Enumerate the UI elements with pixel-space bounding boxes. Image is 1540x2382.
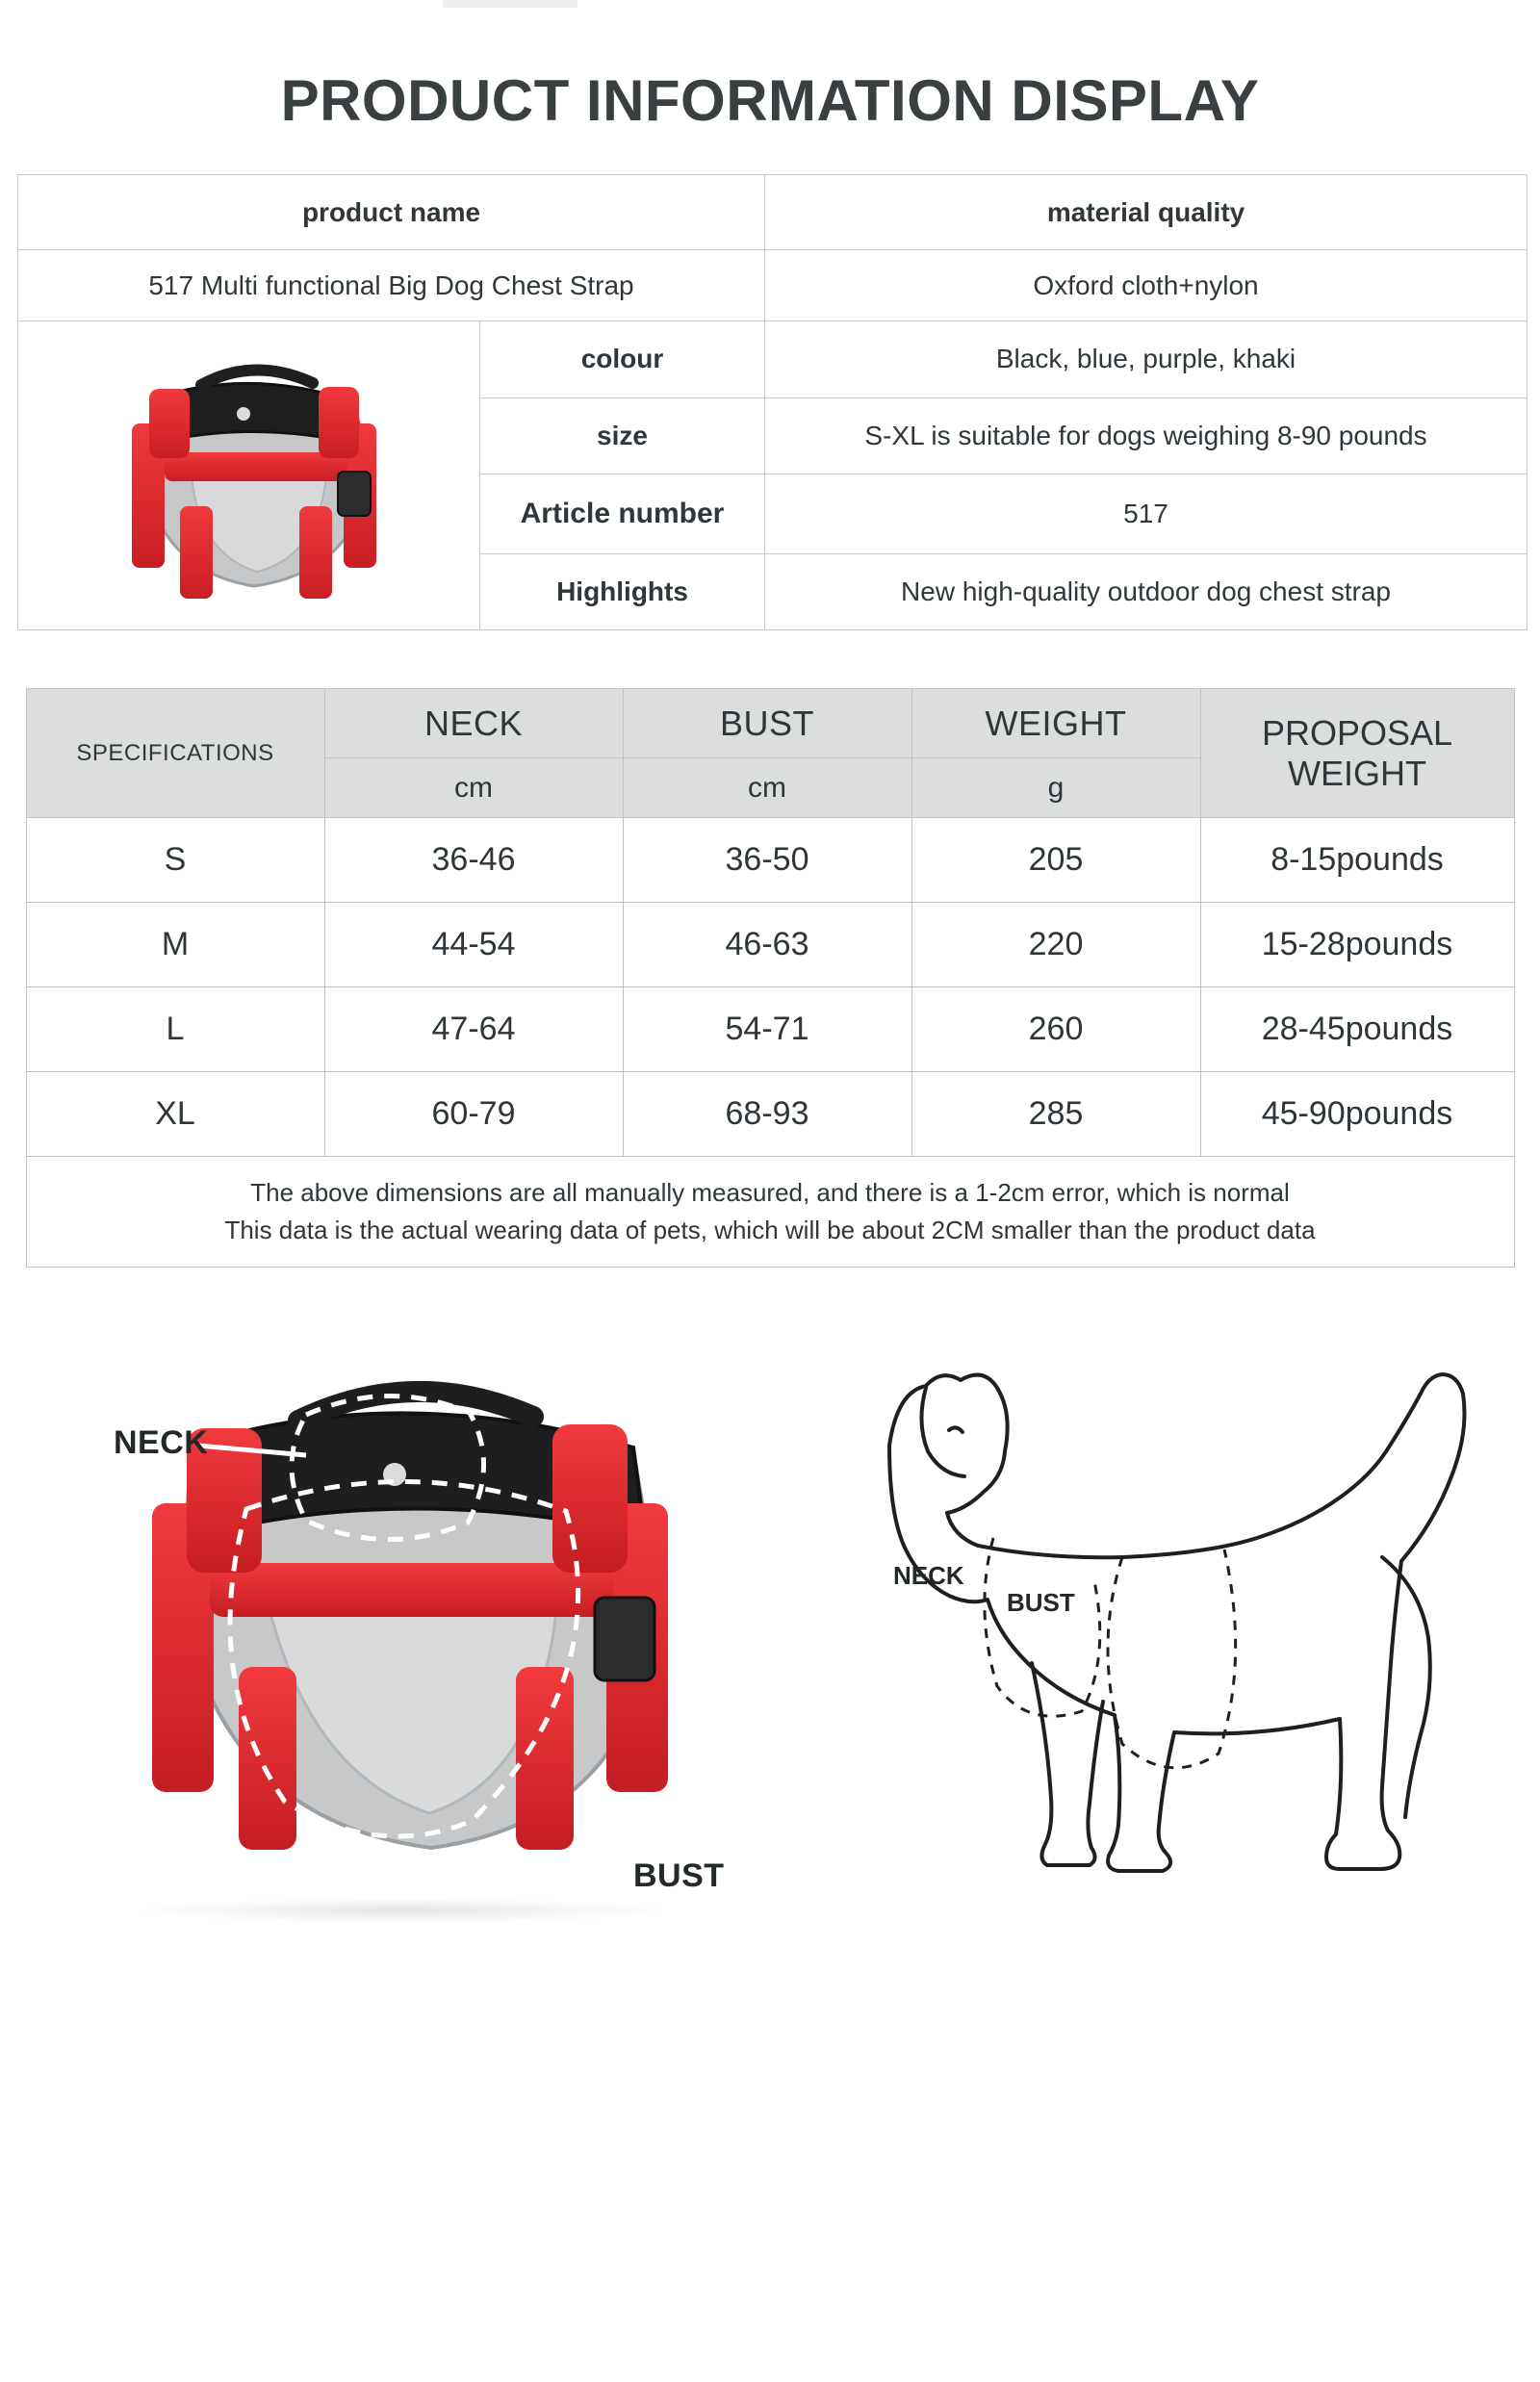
size-xl-bust: 68-93 [623,1072,911,1157]
harness-neck-label: NECK [114,1424,209,1461]
bust-unit: cm [623,758,911,818]
harness-bust-label: BUST [633,1857,725,1894]
table-row [26,987,1514,1072]
size-value: S-XL is suitable for dogs weighing 8-90 pounds [765,397,1527,474]
dog-neck-label: NECK [893,1561,964,1590]
size-s-weight: 205 [911,818,1200,903]
table-row [26,689,1514,758]
table-row [26,818,1514,903]
table-row [18,250,1527,321]
size-label: size [480,397,765,474]
highlights-label: Highlights [480,553,765,630]
article-number-label: Article number [480,474,765,554]
neck-column-header: NECK [324,689,623,758]
size-xl: XL [26,1072,324,1157]
page-title: PRODUCT INFORMATION DISPLAY [280,68,1260,133]
table-row [18,321,1527,398]
article-number-value: 517 [765,474,1527,554]
top-white-strip [0,0,1540,10]
product-image-cell [18,321,480,630]
table-row [26,1072,1514,1157]
size-m-weight: 220 [911,903,1200,987]
dog-outline-diagram [805,1330,1517,1936]
measurement-note-line-1: The above dimensions are all manually measured, and there is a 1-2cm error, which is normal [250,1178,1290,1207]
size-m-proposal: 15-28pounds [1200,903,1514,987]
material-quality-header: material quality [765,175,1527,250]
size-m-bust: 46-63 [623,903,911,987]
size-l-neck: 47-64 [324,987,623,1072]
size-l-proposal: 28-45pounds [1200,987,1514,1072]
product-name-header: product name [18,175,765,250]
table-row [26,903,1514,987]
size-xl-weight: 285 [911,1072,1200,1157]
measurement-guide-section [17,1320,1527,1956]
harness-shadow [133,1898,672,1923]
weight-unit: g [911,758,1200,818]
size-specification-table [26,688,1515,1268]
table-row [18,175,1527,250]
harness-measure-diagram [17,1320,787,1936]
size-s: S [26,818,324,903]
weight-column-header: WEIGHT [911,689,1200,758]
size-xl-neck: 60-79 [324,1072,623,1157]
product-name-value: 517 Multi functional Big Dog Chest Strap [18,250,765,321]
harness-illustration [30,331,468,620]
dog-bust-label: BUST [1007,1588,1075,1617]
size-l-weight: 260 [911,987,1200,1072]
top-gray-artifact [443,0,578,8]
bust-column-header: BUST [623,689,911,758]
measurement-note [26,1157,1514,1268]
size-m-neck: 44-54 [324,903,623,987]
product-info-table [17,174,1527,630]
size-l: L [26,987,324,1072]
highlights-value: New high-quality outdoor dog chest strap [765,553,1527,630]
colour-value: Black, blue, purple, khaki [765,321,1527,398]
size-s-neck: 36-46 [324,818,623,903]
table-row [26,1157,1514,1268]
colour-label: colour [480,321,765,398]
size-s-proposal: 8-15pounds [1200,818,1514,903]
measurement-note-line-2: This data is the actual wearing data of pets, which will be about 2CM smaller than the product data [224,1216,1316,1244]
proposal-weight-column-header: PROPOSAL WEIGHT [1200,689,1514,818]
size-l-bust: 54-71 [623,987,911,1072]
specifications-corner-label: SPECIFICATIONS [26,689,324,818]
neck-unit: cm [324,758,623,818]
size-s-bust: 36-50 [623,818,911,903]
size-xl-proposal: 45-90pounds [1200,1072,1514,1157]
material-quality-value: Oxford cloth+nylon [765,250,1527,321]
size-m: M [26,903,324,987]
